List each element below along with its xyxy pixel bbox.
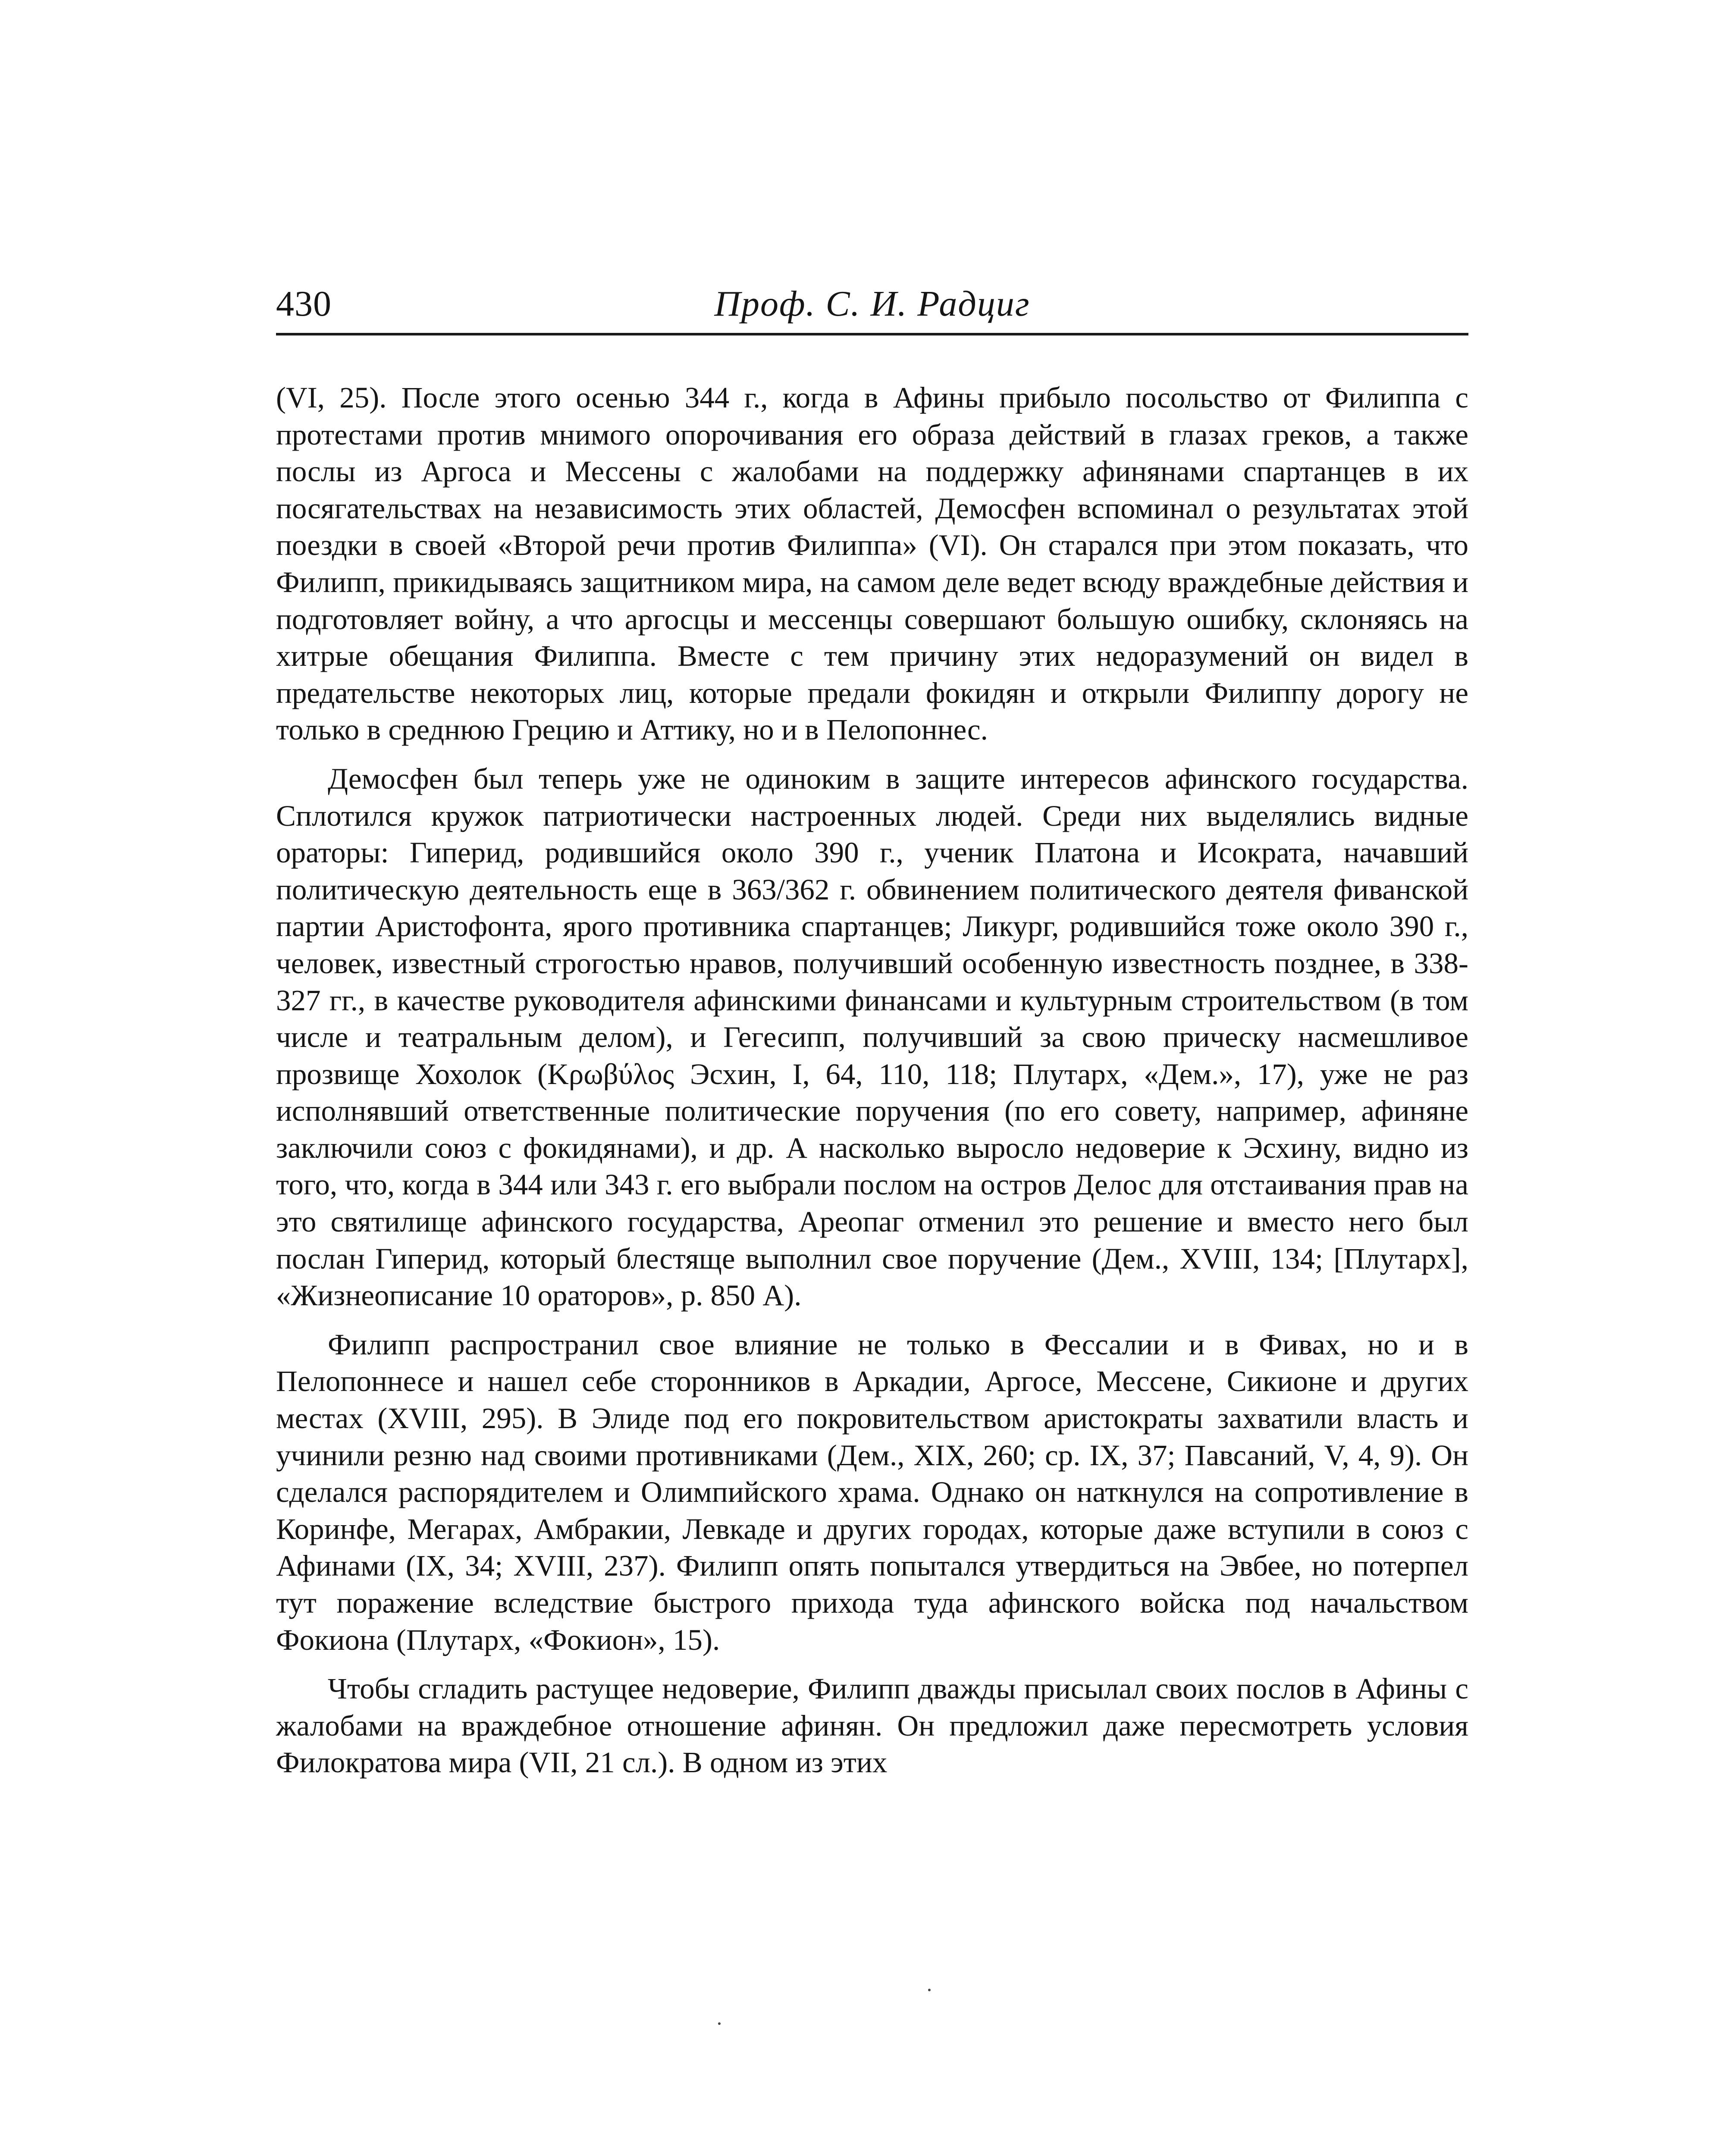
- paragraph-1: (VI, 25). После этого осенью 344 г., когда в Афины прибыло посольство от Филиппа с протестами против мнимого опорочивания его образа действий в глазах греков, а также послы из Аргоса и Мессены с жалобами на поддержку афинянами спартанцев в их посягательствах на независимость этих областей, Демосфен вспоминал о результатах этой поездки в своей «Второй речи против Филиппа» (VI). Он старался при этом показать, что Филипп, прикидываясь защитником мира, на самом деле ведет всюду враждебные действия и подготовляет войну, а что аргосцы и мессенцы совершают большую ошибку, склоняясь на хитрые обещания Филиппа. Вместе с тем причину этих недоразумений он видел в предательстве некоторых лиц, которые предали фокидян и открыли Филиппу дорогу не только в среднюю Грецию и Аттику, но и в Пелопоннес.: [276, 381, 1468, 746]
- running-title: Проф. С. И. Радциг: [714, 284, 1030, 324]
- scan-speck: [718, 2022, 721, 2025]
- body-text: [276, 379, 1468, 1781]
- page-number: 430: [276, 284, 332, 324]
- header-rule: [276, 333, 1468, 335]
- running-head: [276, 278, 1468, 330]
- paragraph-4: Чтобы сгладить растущее недоверие, Филипп дважды присылал своих послов в Афины с жалобами на враждебное отношение афинян. Он предложил даже пересмотреть условия Филократова мира (VII, 21 сл.). В одном из этих: [276, 1672, 1468, 1779]
- scan-speck: [928, 1989, 931, 1991]
- paragraph-3: Филипп распространил свое влияние не только в Фессалии и в Фивах, но и в Пелопоннесе и нашел себе сторонников в Аркадии, Аргосе, Мессене, Сикионе и других местах (XVIII, 295). В Элиде под его покровительством аристократы захватили власть и учинили резню над своими противниками (Дем., XIX, 260; ср. IX, 37; Павсаний, V, 4, 9). Он сделался распорядителем и Олимпийского храма. Однако он наткнулся на сопротивление в Коринфе, Мегарах, Амбракии, Левкаде и других городах, которые даже вступили в союз с Афинами (IX, 34; XVIII, 237). Филипп опять попытался утвердиться на Эвбее, но потерпел тут поражение вследствие быстрого прихода туда афинского войска под начальством Фокиона (Плутарх, «Фокион», 15).: [276, 1328, 1468, 1656]
- paragraph-2: Демосфен был теперь уже не одиноким в защите интересов афинского государства. Сплотился кружок патриотически настроенных людей. Среди них выделялись видные ораторы: Гиперид, родившийся около 390 г., ученик Платона и Исократа, начавший политическую деятельность еще в 363/362 г. обвинением политического деятеля фиванской партии Аристофонта, ярого противника спартанцев; Ликург, родившийся тоже около 390 г., человек, известный строгостью нравов, получивший особенную известность позднее, в 338-327 гг., в качестве руководителя афинскими финансами и культурным строительством (в том числе и театральным делом), и Гегесипп, получивший за свою прическу насмешливое прозвище Хохолок (Κρωβύλος Эсхин, I, 64, 110, 118; Плутарх, «Дем.», 17), уже не раз исполнявший ответственные политические поручения (по его совету, например, афиняне заключили союз с фокидянами), и др. А насколько выросло недоверие к Эсхину, видно из того, что, когда в 344 или 343 г. его выбрали послом на остров Делос для отстаивания прав на это святилище афинского государства, Ареопаг отменил это решение и вместо него был послан Гиперид, который блестяще выполнил свое поручение (Дем., XVIII, 134; [Плутарх], «Жизнеописание 10 ораторов», р. 850 А).: [276, 762, 1468, 1312]
